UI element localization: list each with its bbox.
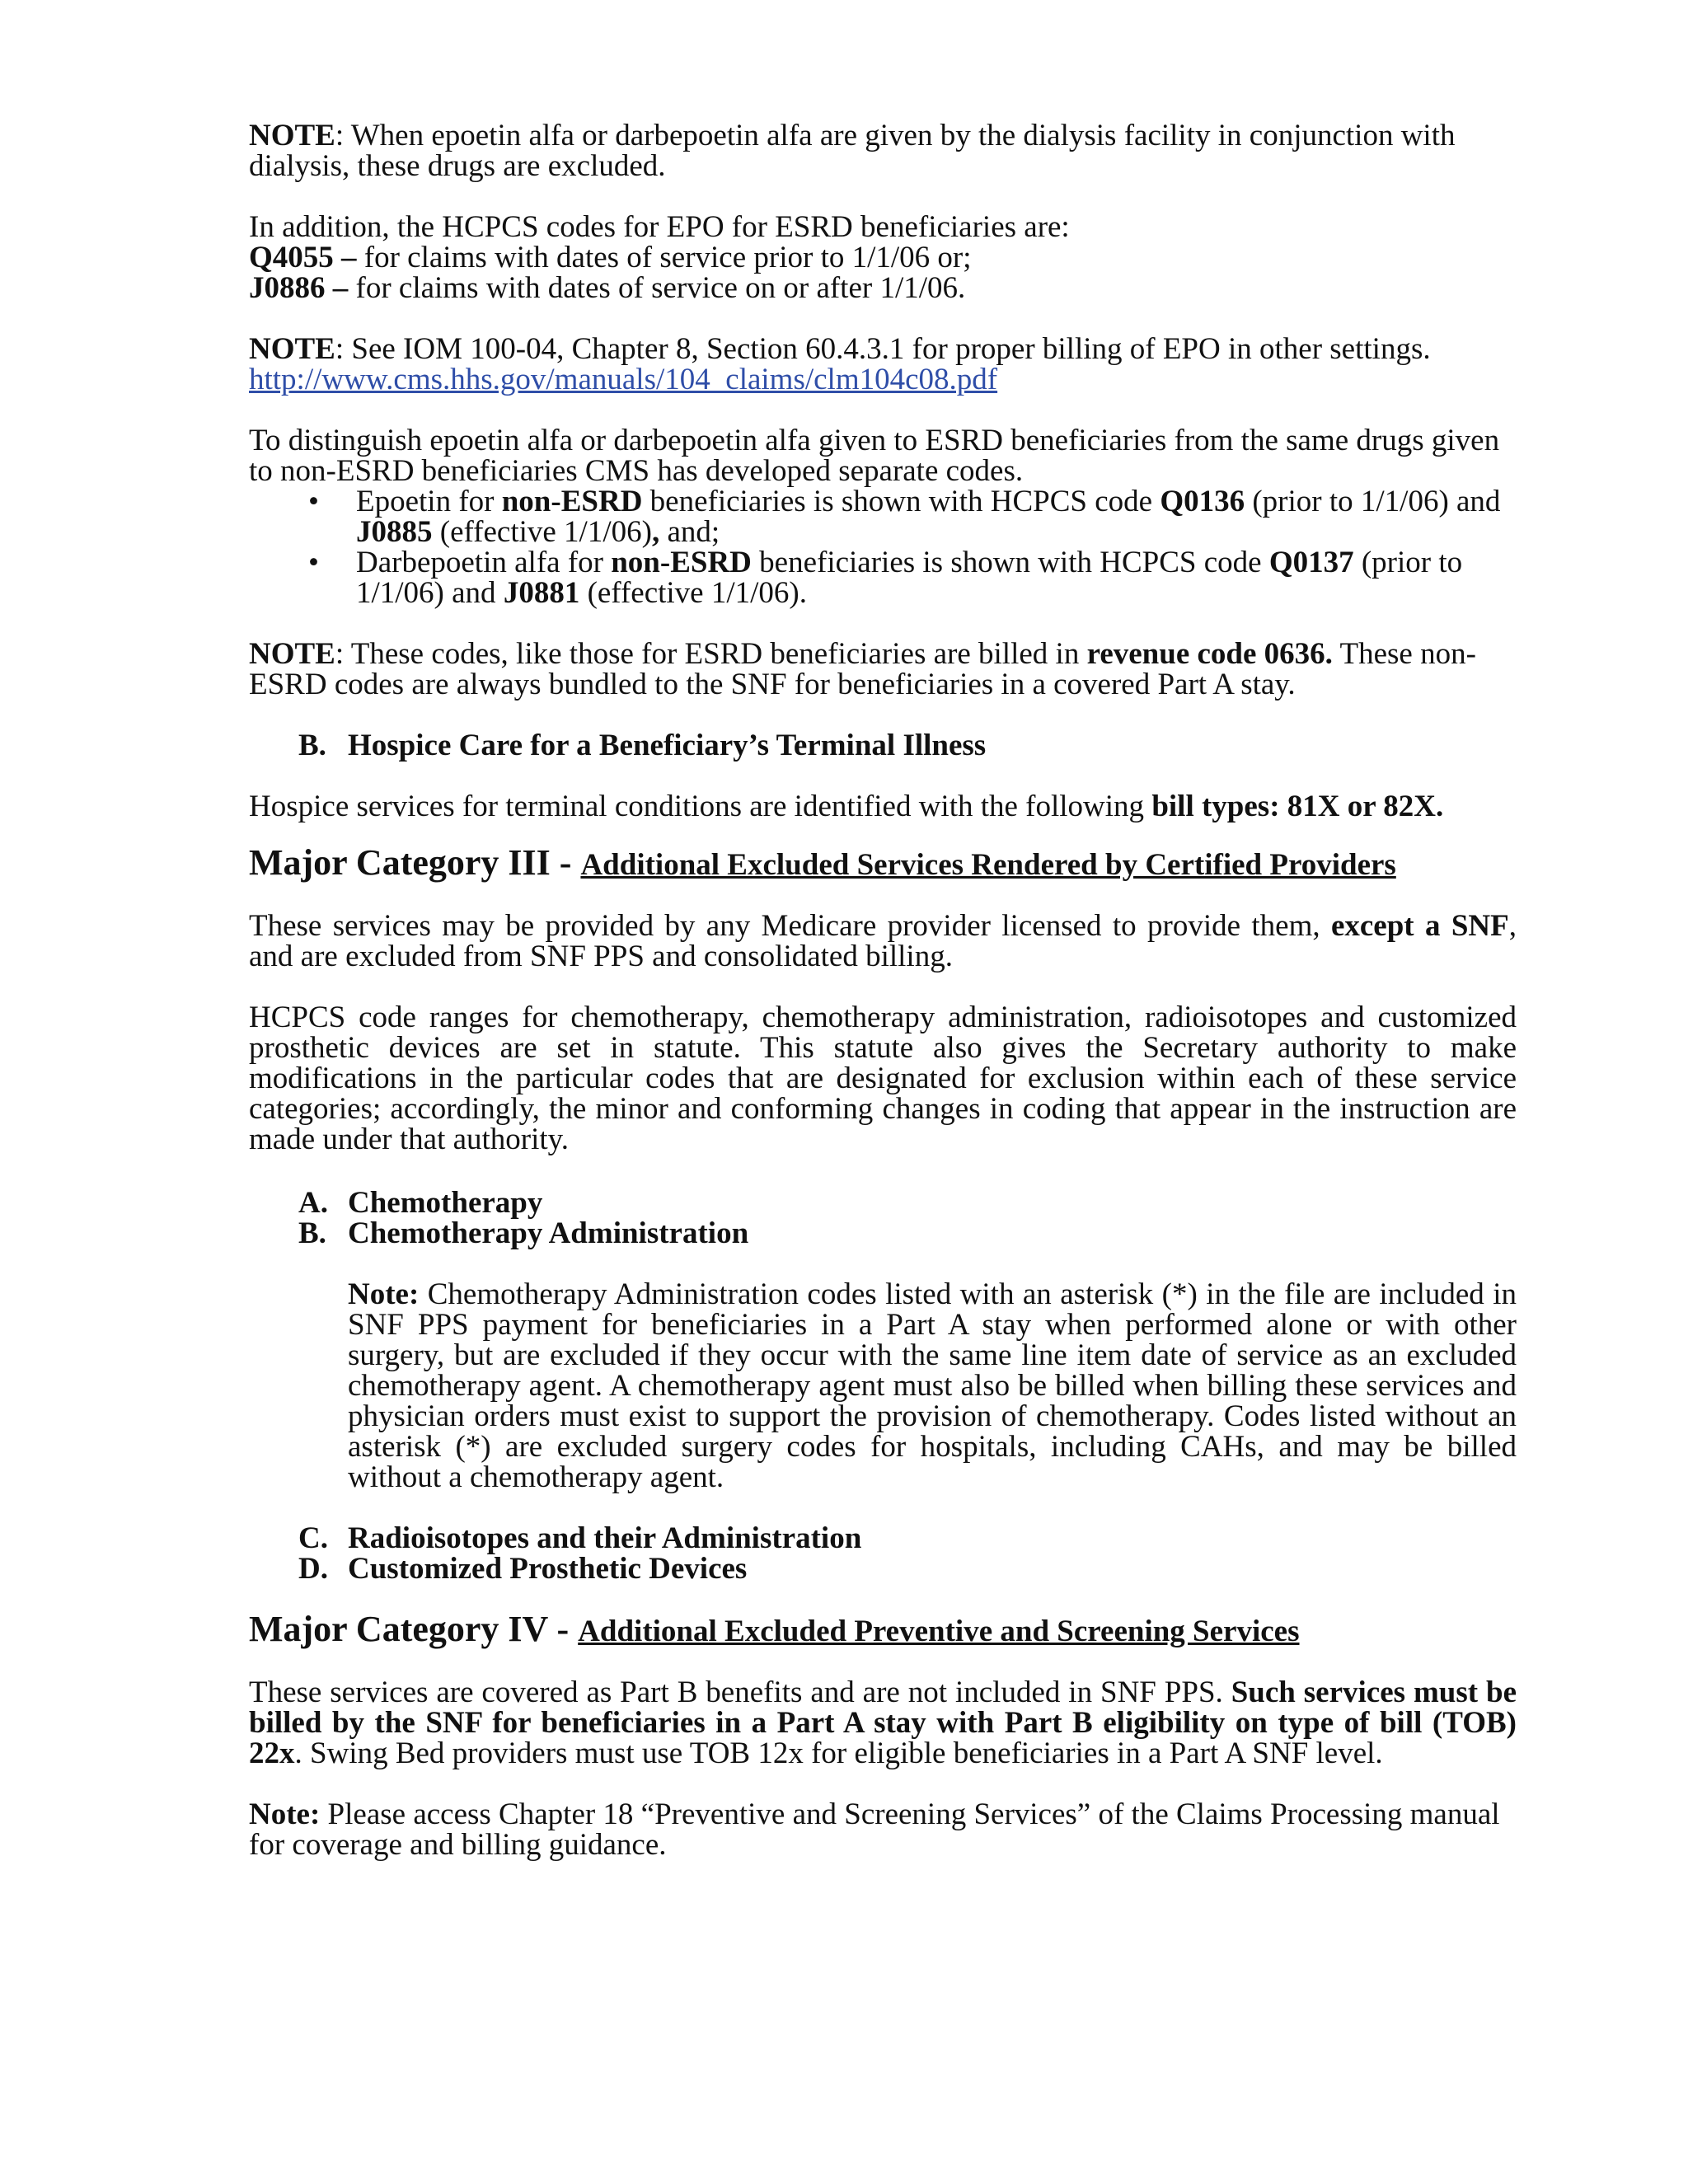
bullet-icon: • (308, 485, 319, 518)
category-iv-paragraph: These services are covered as Part B benefits and are not included in SNF PPS. Such services must be billed by the SNF for beneficiaries in a Part A stay with Part B eligibility on type of bill (TOB) 22x. Swing Bed providers must use TOB 12x for eligible beneficiaries in a Part A SNF level. (249, 1675, 1517, 1770)
bullet-icon: • (308, 546, 319, 579)
document-body (249, 120, 1517, 1860)
note-epoetin-dialysis: NOTE: When epoetin alfa or darbepoetin alfa are given by the dialysis facility in conjunction with dialysis, these drugs are excluded. (249, 119, 1456, 183)
hcpcs-esrd-codes (249, 212, 1517, 303)
hospice-text: Hospice services for terminal conditions are identified with the following bill types: 81X or 82X. (249, 790, 1444, 823)
major-category-iii-heading: Major Category III - Additional Excluded Services Rendered by Certified Providers (249, 842, 1396, 883)
category-iii-paragraph-2: HCPCS code ranges for chemotherapy, chemotherapy administration, radioisotopes and customized prosthetic devices are set in statute. This statute also gives the Secretary authority to make modifications in the particular codes that are designated for exclusion within each of these service categories; accordingly, the minor and conforming changes in coding that appear in the instruction are made under that authority. (249, 1001, 1517, 1156)
note-revenue-code: NOTE: These codes, like those for ESRD beneficiaries are billed in revenue code 0636. These non-ESRD codes are always bundled to the SNF for beneficiaries in a covered Part A stay. (249, 637, 1476, 701)
list-item: C. Radioisotopes and their Administration (298, 1521, 862, 1555)
code-q4055-line: Q4055 – for claims with dates of service prior to 1/1/06 or; (249, 241, 972, 274)
category-iii-paragraph-1: These services may be provided by any Medicare provider licensed to provide them, except a SNF, and are excluded from SNF PPS and consolidated billing. (249, 909, 1517, 973)
excluded-list-ab (298, 1188, 1517, 1249)
hcpcs-intro: In addition, the HCPCS codes for EPO for ESRD beneficiaries are: (249, 210, 1070, 244)
code-j0886-line: J0886 – for claims with dates of service on or after 1/1/06. (249, 271, 966, 305)
note-iom-reference: NOTE: See IOM 100-04, Chapter 8, Section 60.4.3.1 for proper billing of EPO in other settings. http://www.cms.hhs.gov/manuals/104_claims/clm104c08.pdf (249, 332, 1431, 396)
section-heading-hospice: B. Hospice Care for a Beneficiary’s Terminal Illness (298, 729, 987, 762)
distinguish-section (249, 425, 1517, 608)
list-item: B. Chemotherapy Administration (298, 1216, 749, 1250)
list-item: • Darbepoetin alfa for non-ESRD beneficiaries is shown with HCPCS code Q0137 (prior to 1/1/06) and J0881 (effective 1/1/06). (308, 546, 1463, 610)
preventive-services-note: Note: Please access Chapter 18 “Preventive and Screening Services” of the Claims Processing manual for coverage and billing guidance. (249, 1797, 1500, 1862)
list-item: D. Customized Prosthetic Devices (298, 1552, 748, 1586)
list-item: • Epoetin for non-ESRD beneficiaries is shown with HCPCS code Q0136 (prior to 1/1/06) and J0885 (effective 1/1/06), and; (308, 485, 1501, 549)
distinguish-text: To distinguish epoetin alfa or darbepoetin alfa given to ESRD beneficiaries from the same drugs given to non-ESRD beneficiaries CMS has developed separate codes. (249, 424, 1500, 488)
major-category-iv-heading: Major Category IV - Additional Excluded Preventive and Screening Services (249, 1609, 1300, 1649)
code-bullet-list (249, 486, 1517, 608)
cms-manual-link[interactable]: http://www.cms.hhs.gov/manuals/104_claims/clm104c08.pdf (249, 363, 998, 396)
excluded-list-cd (298, 1523, 1517, 1584)
chemotherapy-note: Note: Chemotherapy Administration codes listed with an asterisk (*) in the file are included in SNF PPS payment for beneficiaries in a Part A stay when performed alone or with other surgery, but are excluded if they occur with the same line item date of service as an excluded chemotherapy agent. A chemotherapy agent must also be billed when billing these services and physician orders must exist to support the provision of chemotherapy. Codes listed without an asterisk (*) are excluded surgery codes for hospitals, including CAHs, and may be billed without a chemotherapy agent. (348, 1277, 1517, 1494)
list-item: A. Chemotherapy (298, 1186, 543, 1220)
